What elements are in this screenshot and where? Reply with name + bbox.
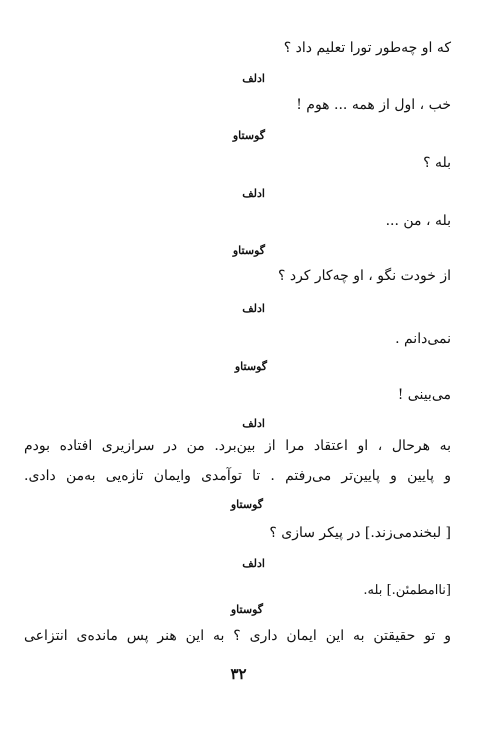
dialogue-line: به هرحال ، او اعتقاد مرا از بین‌برد. من در سرازیری افتاده بودم <box>24 438 451 454</box>
speaker-name-gustav: گوستاو <box>232 129 265 142</box>
speaker-name-gustav: گوستاو <box>230 498 263 511</box>
dialogue-line: می‌بینی ! <box>397 387 451 403</box>
speaker-name-adolf: ادلف <box>242 187 265 200</box>
speaker-name-adolf: ادلف <box>242 72 265 85</box>
dialogue-line: و پایین و پایین‌تر می‌رفتم . تا توآمدی وایمان تازه‌یی به‌من دادی. <box>24 468 451 484</box>
dialogue-line: خب ، اول از همه ... هوم ! <box>296 97 451 113</box>
speaker-name-adolf: ادلف <box>242 417 265 430</box>
dialogue-line: [ لبخندمی‌زند.] در پیکر سازی ؟ <box>269 525 451 541</box>
dialogue-line: نمی‌دانم . <box>395 331 451 347</box>
speaker-name-adolf: ادلف <box>242 302 265 315</box>
dialogue-line: و تو حقیقتن به این ایمان داری ؟ به این هنر پس مانده‌ی انتزاعی <box>24 628 451 644</box>
dialogue-line: که او چه‌طور تورا تعلیم داد ؟ <box>283 40 451 56</box>
speaker-name-adolf: ادلف <box>242 557 265 570</box>
dialogue-line: از خودت نگو ، او چه‌کار کرد ؟ <box>277 268 451 284</box>
dialogue-line: بله ، من ... <box>385 213 451 229</box>
page-number: ۳۲ <box>230 665 247 683</box>
speaker-name-gustav: گوستاو <box>230 603 263 616</box>
dialogue-line: [ناامطمئن.] بله. <box>363 583 451 598</box>
speaker-name-gustav: گوستاو <box>232 244 265 257</box>
dialogue-line: بله ؟ <box>423 155 451 171</box>
speaker-name-gustav: گوستاو <box>234 360 267 373</box>
